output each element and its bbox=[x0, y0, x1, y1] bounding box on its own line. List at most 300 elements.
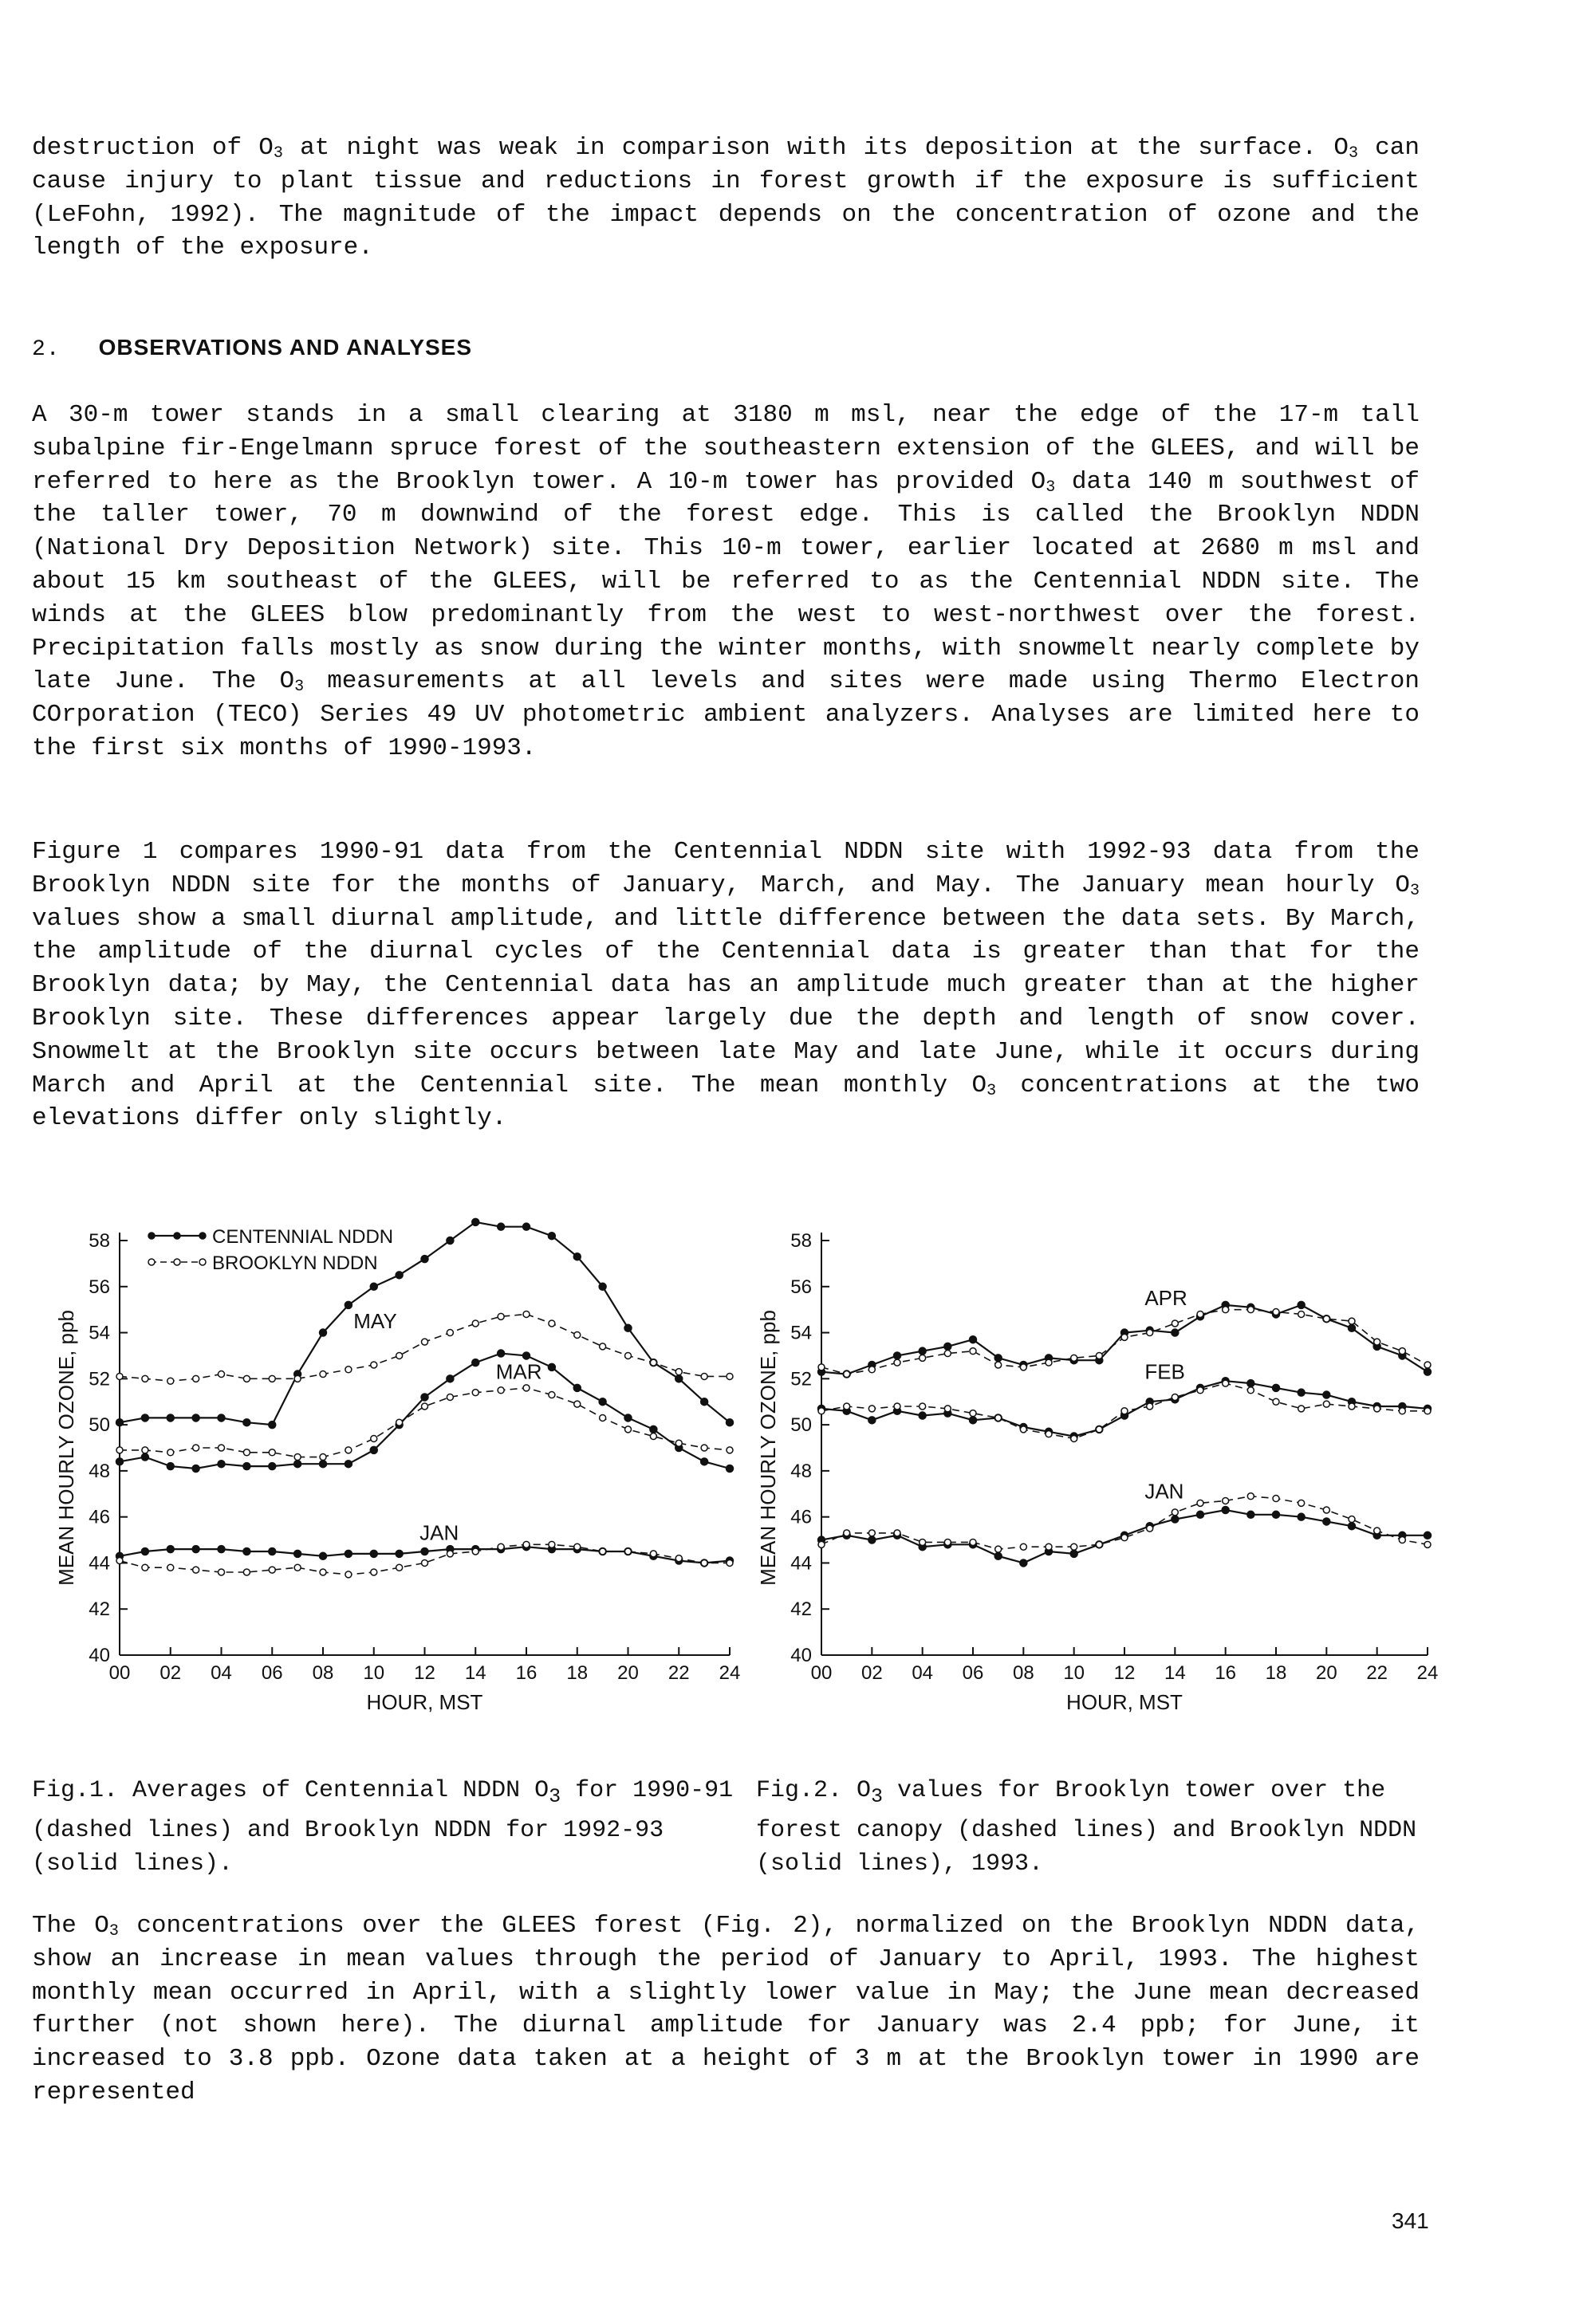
data-point bbox=[294, 1564, 301, 1571]
legend-marker bbox=[174, 1233, 180, 1239]
data-point bbox=[624, 1324, 632, 1331]
series-label: JAN bbox=[419, 1520, 459, 1545]
series-label: MAR bbox=[495, 1359, 542, 1384]
data-point bbox=[944, 1406, 951, 1412]
data-point bbox=[422, 1559, 428, 1566]
data-point bbox=[701, 1445, 707, 1451]
paragraph-site-description: A 30-m tower stands in a small clearing at 3180 m msl, near the edge of the 17-m tall subalpine fir-Engelmann spruce forest of the southeastern extension of the GLEES, and will be referred to here as the Brooklyn tower. A 10-m tower has provided $O_3$ data 140 m southwest of the taller tower, 70 m downwind of the forest edge. This is called the Brooklyn NDDN (National Dry Deposition Network) site. This 10-m tower, earlier located at 2680 m msl and about 15 km southeast of the GLEES, will be referred to as the Centennial NDDN site. The winds at the GLEES blow predominantly from the west to west-northwest over the forest. Precipitation falls mostly as snow during the winter months, with snowmelt nearly complete by late June. The $O_3$ measurements at all levels and sites were made using Thermo Electron COrporation (TECO) Series 49 UV photometric ambient analyzers. Analyses are limited here to the first six months of 1990-1993. bbox=[32, 401, 1420, 762]
data-point bbox=[1020, 1559, 1027, 1567]
data-point bbox=[548, 1233, 555, 1240]
x-tick-label: 20 bbox=[617, 1662, 639, 1684]
x-tick-label: 12 bbox=[414, 1662, 435, 1684]
data-point bbox=[1298, 1513, 1305, 1520]
data-point bbox=[269, 1422, 276, 1429]
data-point bbox=[345, 1461, 352, 1468]
y-tick-label: 44 bbox=[89, 1552, 110, 1575]
data-point bbox=[701, 1559, 707, 1566]
data-point bbox=[919, 1412, 926, 1419]
figure-1-caption: Fig.1. Averages of Centennial NDDN $O_3$ for 1990-91 (dashed lines) and Brooklyn NDDN for 1992-93 (solid lines). bbox=[32, 1777, 734, 1878]
data-point bbox=[396, 1564, 403, 1571]
subscript: 3 bbox=[273, 144, 283, 163]
data-point bbox=[675, 1440, 682, 1446]
data-point bbox=[1147, 1330, 1153, 1336]
data-point bbox=[472, 1390, 478, 1396]
data-point bbox=[701, 1398, 708, 1406]
data-point bbox=[1121, 1408, 1128, 1414]
data-point bbox=[1298, 1500, 1305, 1506]
data-point bbox=[920, 1539, 926, 1545]
data-point bbox=[1399, 1348, 1405, 1355]
data-point bbox=[650, 1425, 657, 1433]
data-point bbox=[498, 1350, 505, 1357]
data-point bbox=[269, 1567, 275, 1573]
data-point bbox=[1374, 1339, 1380, 1345]
data-point bbox=[142, 1564, 148, 1571]
data-point bbox=[472, 1218, 479, 1225]
data-point bbox=[523, 1223, 530, 1230]
data-point bbox=[1298, 1406, 1305, 1412]
data-point bbox=[396, 1352, 403, 1359]
data-point bbox=[1020, 1543, 1026, 1550]
data-point bbox=[1071, 1435, 1077, 1441]
data-point bbox=[422, 1339, 428, 1345]
data-point bbox=[141, 1548, 148, 1555]
data-point bbox=[192, 1465, 199, 1473]
subscript: 3 bbox=[987, 1081, 997, 1100]
data-point bbox=[1273, 1496, 1279, 1502]
data-point bbox=[549, 1320, 555, 1327]
y-tick-label: 44 bbox=[790, 1552, 812, 1575]
data-point bbox=[243, 1569, 250, 1575]
data-point bbox=[970, 1348, 976, 1355]
data-point bbox=[1323, 1507, 1329, 1513]
data-point bbox=[727, 1465, 734, 1473]
data-point bbox=[894, 1530, 900, 1536]
series-line-may-dashed bbox=[120, 1314, 730, 1384]
data-point bbox=[523, 1541, 530, 1547]
x-tick-label: 14 bbox=[1164, 1662, 1186, 1684]
data-point bbox=[294, 1454, 301, 1461]
data-point bbox=[1197, 1511, 1204, 1518]
data-point bbox=[624, 1414, 632, 1422]
data-point bbox=[549, 1541, 555, 1547]
data-point bbox=[167, 1463, 174, 1470]
data-point bbox=[1223, 1307, 1229, 1313]
data-point bbox=[243, 1375, 250, 1382]
data-point bbox=[944, 1343, 951, 1350]
data-point bbox=[1071, 1543, 1077, 1550]
data-point bbox=[600, 1343, 606, 1350]
data-point bbox=[1046, 1431, 1052, 1437]
series-line-apr-dashed bbox=[821, 1310, 1428, 1374]
data-point bbox=[1399, 1537, 1405, 1543]
subscript: 3 bbox=[108, 1922, 119, 1941]
data-point bbox=[1172, 1329, 1179, 1336]
x-tick-label: 20 bbox=[1315, 1662, 1337, 1684]
data-point bbox=[421, 1548, 428, 1555]
data-point bbox=[1172, 1516, 1179, 1523]
data-point bbox=[1147, 1403, 1153, 1410]
data-point bbox=[345, 1447, 352, 1453]
y-tick-label: 58 bbox=[790, 1230, 812, 1252]
y-tick-label: 52 bbox=[790, 1368, 812, 1390]
y-tick-label: 46 bbox=[790, 1506, 812, 1528]
data-point bbox=[727, 1419, 734, 1426]
data-point bbox=[421, 1256, 428, 1263]
data-point bbox=[269, 1375, 275, 1382]
series-label: APR bbox=[1144, 1285, 1187, 1310]
data-point bbox=[1323, 1315, 1329, 1322]
figure-1-chart bbox=[0, 1204, 742, 1762]
data-point bbox=[1172, 1509, 1178, 1516]
subscript: 3 bbox=[1348, 144, 1358, 163]
data-point bbox=[1323, 1391, 1330, 1398]
data-point bbox=[650, 1551, 656, 1557]
data-point bbox=[1424, 1362, 1431, 1368]
data-point bbox=[1424, 1368, 1432, 1375]
data-point bbox=[894, 1352, 901, 1359]
data-point bbox=[447, 1330, 453, 1336]
data-point bbox=[294, 1461, 301, 1468]
data-point bbox=[548, 1363, 555, 1370]
data-point bbox=[371, 1569, 377, 1575]
data-point bbox=[498, 1313, 504, 1319]
data-point bbox=[970, 1336, 977, 1343]
x-tick-label: 00 bbox=[108, 1662, 131, 1684]
data-point bbox=[1046, 1359, 1052, 1366]
data-point bbox=[1323, 1401, 1329, 1407]
data-point bbox=[1197, 1387, 1203, 1394]
data-point bbox=[116, 1373, 123, 1379]
data-point bbox=[844, 1371, 850, 1378]
data-point bbox=[818, 1541, 825, 1547]
data-point bbox=[243, 1463, 250, 1470]
data-point bbox=[116, 1458, 124, 1465]
data-point bbox=[995, 1414, 1002, 1421]
data-point bbox=[868, 1366, 875, 1373]
legend-label: BROOKLYN NDDN bbox=[212, 1252, 378, 1274]
data-point bbox=[1298, 1311, 1305, 1317]
data-point bbox=[447, 1375, 454, 1382]
data-point bbox=[650, 1359, 656, 1366]
x-tick-label: 02 bbox=[861, 1662, 883, 1684]
data-point bbox=[1096, 1541, 1102, 1547]
data-point bbox=[1020, 1426, 1026, 1433]
y-tick-label: 56 bbox=[790, 1276, 812, 1298]
data-point bbox=[1223, 1380, 1229, 1386]
data-point bbox=[894, 1403, 900, 1410]
legend-marker bbox=[148, 1259, 155, 1265]
data-point bbox=[192, 1414, 199, 1422]
legend-marker bbox=[199, 1259, 206, 1265]
data-point bbox=[1399, 1408, 1405, 1414]
data-point bbox=[472, 1359, 479, 1366]
data-point bbox=[345, 1301, 352, 1308]
data-point bbox=[498, 1223, 505, 1230]
y-tick-label: 50 bbox=[790, 1414, 812, 1437]
data-point bbox=[1223, 1497, 1229, 1504]
data-point bbox=[447, 1551, 453, 1557]
data-point bbox=[294, 1375, 301, 1382]
data-point bbox=[994, 1355, 1002, 1362]
data-point bbox=[167, 1546, 174, 1553]
data-point bbox=[243, 1419, 250, 1426]
legend-marker bbox=[174, 1259, 180, 1265]
data-point bbox=[818, 1408, 825, 1414]
x-tick-label: 12 bbox=[1113, 1662, 1136, 1684]
data-point bbox=[219, 1569, 225, 1575]
data-point bbox=[1172, 1394, 1178, 1400]
data-point bbox=[422, 1403, 428, 1410]
x-tick-label: 08 bbox=[312, 1662, 334, 1684]
data-point bbox=[218, 1461, 225, 1468]
data-point bbox=[269, 1463, 276, 1470]
data-point bbox=[447, 1237, 454, 1245]
data-point bbox=[1096, 1352, 1102, 1359]
data-point bbox=[574, 1543, 581, 1550]
data-point bbox=[868, 1406, 875, 1412]
data-point bbox=[868, 1530, 875, 1536]
data-point bbox=[1424, 1541, 1431, 1547]
y-tick-label: 54 bbox=[89, 1322, 110, 1344]
y-tick-label: 48 bbox=[89, 1460, 110, 1482]
data-point bbox=[193, 1375, 199, 1382]
paragraph-intro: destruction of $O_3$ at night was weak in comparison with its deposition at the surface. $O_3$ can cause injury to plant tissue and reductions in forest growth if the exposure is sufficient (LeFohn, 1992). The magnitude of the impact depends on the concentration of ozone and the length of the exposure. bbox=[32, 134, 1420, 262]
y-tick-label: 42 bbox=[790, 1598, 812, 1621]
x-tick-label: 24 bbox=[1416, 1662, 1439, 1684]
data-point bbox=[498, 1543, 504, 1550]
data-point bbox=[1349, 1523, 1356, 1530]
data-point bbox=[370, 1446, 377, 1453]
data-point bbox=[1374, 1406, 1380, 1412]
paragraph-figure2-discussion: The $O_3$ concentrations over the GLEES forest (Fig. 2), normalized on the Brooklyn NDDN data, show an increase in mean values through the period of January to April, 1993. The highest monthly mean occurred in April, with a slightly lower value in May; the June mean decreased further (not shown here). The diurnal amplitude for January was 2.4 ppb; for June, it increased to 3.8 ppb. Ozone data taken at a height of 3 m at the Brooklyn tower in 1990 are represented bbox=[32, 1912, 1420, 2106]
data-point bbox=[243, 1449, 250, 1456]
data-point bbox=[345, 1550, 352, 1557]
data-point bbox=[1273, 1398, 1279, 1405]
x-tick-label: 22 bbox=[668, 1662, 690, 1684]
data-point bbox=[371, 1435, 377, 1441]
data-point bbox=[944, 1351, 951, 1357]
data-point bbox=[844, 1530, 850, 1536]
data-point bbox=[167, 1414, 174, 1422]
x-tick-label: 04 bbox=[211, 1662, 232, 1684]
data-point bbox=[970, 1539, 976, 1545]
x-tick-label: 14 bbox=[464, 1662, 486, 1684]
page-number: 341 bbox=[1392, 2208, 1429, 2233]
data-point bbox=[320, 1461, 327, 1468]
data-point bbox=[675, 1375, 683, 1382]
data-point bbox=[625, 1548, 632, 1555]
data-point bbox=[844, 1403, 850, 1410]
x-tick-label: 10 bbox=[1063, 1662, 1085, 1684]
series-line-mar-solid bbox=[120, 1354, 730, 1469]
data-point bbox=[1273, 1309, 1279, 1315]
data-point bbox=[701, 1458, 708, 1465]
data-point bbox=[625, 1426, 632, 1433]
data-point bbox=[573, 1253, 581, 1260]
series-label: JAN bbox=[1144, 1479, 1184, 1504]
data-point bbox=[345, 1571, 352, 1578]
x-tick-label: 16 bbox=[1215, 1662, 1237, 1684]
y-tick-label: 52 bbox=[89, 1368, 110, 1390]
data-point bbox=[167, 1564, 174, 1571]
data-point bbox=[1273, 1511, 1280, 1518]
y-axis-label: MEAN HOURLY OZONE, ppb bbox=[756, 1310, 780, 1586]
data-point bbox=[600, 1414, 606, 1421]
x-tick-label: 02 bbox=[160, 1662, 182, 1684]
data-point bbox=[1247, 1380, 1254, 1387]
subscript: 3 bbox=[1046, 478, 1056, 497]
data-point bbox=[970, 1417, 977, 1424]
x-tick-label: 00 bbox=[810, 1662, 833, 1684]
x-tick-label: 08 bbox=[1012, 1662, 1034, 1684]
data-point bbox=[599, 1283, 606, 1290]
x-tick-label: 22 bbox=[1366, 1662, 1388, 1684]
data-point bbox=[523, 1352, 530, 1359]
y-tick-label: 54 bbox=[790, 1322, 812, 1344]
y-tick-label: 56 bbox=[89, 1276, 110, 1298]
y-tick-label: 46 bbox=[89, 1506, 110, 1528]
data-point bbox=[1349, 1318, 1355, 1324]
y-tick-label: 40 bbox=[790, 1645, 812, 1666]
y-tick-label: 50 bbox=[89, 1414, 110, 1437]
data-point bbox=[421, 1394, 428, 1401]
data-point bbox=[320, 1329, 327, 1336]
data-point bbox=[116, 1419, 124, 1426]
data-point bbox=[1197, 1500, 1203, 1506]
data-point bbox=[116, 1447, 123, 1453]
x-tick-label: 16 bbox=[515, 1662, 538, 1684]
y-axis-label: MEAN HOURLY OZONE, ppb bbox=[54, 1310, 78, 1586]
data-point bbox=[727, 1559, 733, 1566]
data-point bbox=[970, 1410, 976, 1417]
data-point bbox=[1121, 1334, 1128, 1340]
section-heading bbox=[32, 335, 472, 362]
data-point bbox=[396, 1419, 403, 1425]
data-point bbox=[818, 1364, 825, 1370]
x-tick-label: 10 bbox=[363, 1662, 385, 1684]
data-point bbox=[549, 1392, 555, 1398]
data-point bbox=[396, 1550, 403, 1557]
data-point bbox=[294, 1550, 301, 1557]
data-point bbox=[1197, 1311, 1203, 1317]
data-point bbox=[1424, 1532, 1432, 1539]
figure-2-chart bbox=[742, 1204, 1483, 1762]
data-point bbox=[167, 1449, 174, 1456]
data-point bbox=[1349, 1403, 1355, 1410]
data-point bbox=[995, 1546, 1002, 1552]
data-point bbox=[167, 1378, 174, 1384]
data-point bbox=[370, 1283, 377, 1290]
data-point bbox=[1247, 1387, 1254, 1394]
data-point bbox=[868, 1536, 876, 1543]
data-point bbox=[574, 1331, 581, 1338]
data-point bbox=[919, 1347, 926, 1355]
data-point bbox=[141, 1453, 148, 1461]
x-tick-label: 18 bbox=[1265, 1662, 1287, 1684]
data-point bbox=[574, 1401, 581, 1407]
data-point bbox=[193, 1445, 199, 1451]
data-point bbox=[219, 1371, 225, 1378]
data-point bbox=[1323, 1518, 1330, 1525]
data-point bbox=[116, 1558, 123, 1564]
data-point bbox=[472, 1320, 478, 1327]
legend-marker bbox=[199, 1233, 206, 1239]
data-point bbox=[320, 1569, 326, 1575]
data-point bbox=[1349, 1324, 1356, 1331]
data-point bbox=[218, 1414, 225, 1422]
data-point bbox=[894, 1359, 900, 1366]
legend-label: CENTENNIAL NDDN bbox=[212, 1226, 394, 1248]
data-point bbox=[1247, 1307, 1254, 1313]
section-number: 2. bbox=[32, 337, 61, 362]
data-point bbox=[1273, 1384, 1280, 1391]
data-point bbox=[1121, 1535, 1128, 1541]
data-point bbox=[600, 1548, 606, 1555]
x-axis-label: HOUR, MST bbox=[1066, 1690, 1183, 1714]
data-point bbox=[1247, 1511, 1254, 1518]
data-point bbox=[142, 1375, 148, 1382]
data-point bbox=[218, 1546, 225, 1553]
data-point bbox=[920, 1403, 926, 1410]
x-tick-label: 18 bbox=[566, 1662, 589, 1684]
data-point bbox=[920, 1355, 926, 1361]
y-tick-label: 40 bbox=[89, 1645, 110, 1666]
data-point bbox=[1070, 1550, 1077, 1557]
data-point bbox=[1298, 1389, 1305, 1396]
subscript: 3 bbox=[1409, 881, 1420, 900]
subscript: 3 bbox=[549, 1785, 561, 1808]
data-point bbox=[1147, 1525, 1153, 1532]
data-point bbox=[1349, 1516, 1355, 1523]
data-point bbox=[1071, 1355, 1077, 1361]
legend-marker bbox=[148, 1233, 155, 1239]
data-point bbox=[625, 1352, 632, 1359]
data-point bbox=[1046, 1543, 1052, 1550]
data-point bbox=[1020, 1364, 1026, 1370]
data-point bbox=[994, 1552, 1002, 1559]
x-axis-label: HOUR, MST bbox=[366, 1690, 483, 1714]
data-point bbox=[995, 1362, 1002, 1368]
data-point bbox=[523, 1311, 530, 1317]
x-tick-label: 24 bbox=[719, 1662, 741, 1684]
data-point bbox=[345, 1366, 352, 1373]
data-point bbox=[701, 1373, 707, 1379]
figure-2-caption: Fig.2. $O_3$ values for Brooklyn tower over the forest canopy (dashed lines) and Brooklyn NDDN (solid lines), 1993. bbox=[756, 1777, 1417, 1878]
data-point bbox=[1096, 1426, 1102, 1433]
data-point bbox=[1298, 1301, 1305, 1308]
data-point bbox=[370, 1550, 377, 1557]
data-point bbox=[320, 1454, 326, 1461]
data-point bbox=[447, 1394, 453, 1400]
subscript: 3 bbox=[294, 678, 305, 697]
data-point bbox=[675, 1555, 682, 1562]
data-point bbox=[944, 1539, 951, 1545]
data-point bbox=[1374, 1528, 1380, 1534]
data-point bbox=[523, 1385, 530, 1391]
data-point bbox=[472, 1548, 478, 1555]
data-point bbox=[868, 1417, 876, 1424]
data-point bbox=[727, 1447, 733, 1453]
data-point bbox=[371, 1362, 377, 1368]
data-point bbox=[650, 1433, 656, 1440]
data-point bbox=[243, 1548, 250, 1555]
y-tick-label: 58 bbox=[89, 1230, 110, 1252]
data-point bbox=[1172, 1320, 1178, 1327]
x-tick-label: 06 bbox=[962, 1662, 984, 1684]
data-point bbox=[320, 1371, 326, 1378]
data-point bbox=[675, 1369, 682, 1375]
